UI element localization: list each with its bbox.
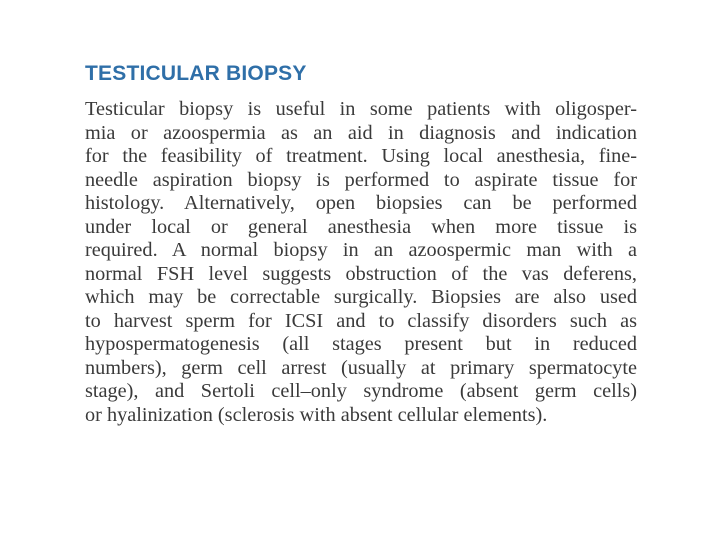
paragraph-line: histology. Alternatively, open biopsies can be performed bbox=[85, 192, 637, 214]
paragraph-line: Testicular biopsy is useful in some patients with oligosper- bbox=[85, 98, 637, 120]
paragraph-line: to harvest sperm for ICSI and to classify disorders such as bbox=[85, 309, 637, 332]
paragraph-line: needle aspiration biopsy is performed to aspirate tissue for bbox=[85, 168, 637, 191]
paragraph-line: stage), and Sertoli cell–only syndrome (absent germ cells) bbox=[85, 380, 637, 402]
paragraph-line: which may be correctable surgically. Biopsies are also used bbox=[85, 286, 637, 308]
body-paragraph bbox=[85, 98, 637, 427]
paragraph-line: or hyalinization (sclerosis with absent cellular elements). bbox=[85, 403, 548, 426]
paragraph-line: mia or azoospermia as an aid in diagnosis and indication bbox=[85, 121, 637, 144]
paragraph-line: normal FSH level suggests obstruction of the vas deferens, bbox=[85, 262, 637, 285]
paragraph-line: required. A normal biopsy in an azoospermic man with a bbox=[85, 239, 637, 261]
paragraph-line: hypospermatogenesis (all stages present but in reduced bbox=[85, 333, 637, 355]
paragraph-line: numbers), germ cell arrest (usually at primary spermatocyte bbox=[85, 356, 637, 379]
section-heading: TESTICULAR BIOPSY bbox=[85, 62, 307, 85]
paragraph-line: for the feasibility of treatment. Using local anesthesia, fine- bbox=[85, 145, 637, 167]
paragraph-line: under local or general anesthesia when more tissue is bbox=[85, 215, 637, 238]
